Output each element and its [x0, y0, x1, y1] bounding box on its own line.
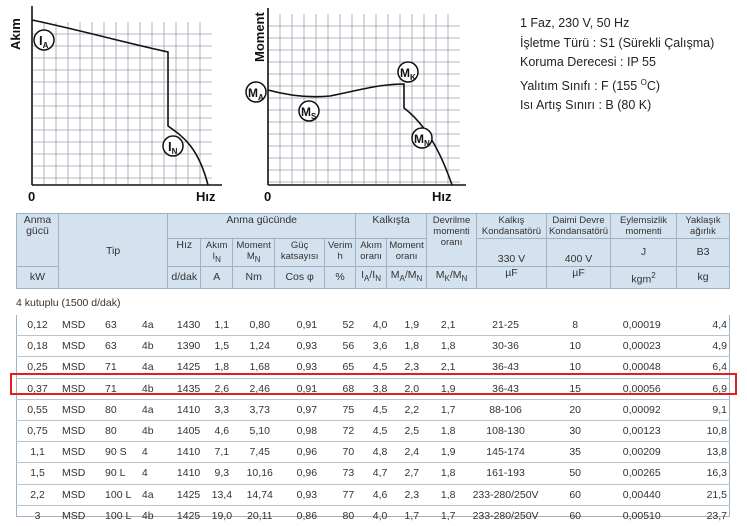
cell-kalkis: 233-280/250V: [472, 509, 539, 522]
cell-akim: 2,6: [205, 378, 238, 399]
cell-tip3: 4b: [139, 378, 172, 399]
badge-in: [163, 136, 183, 156]
cell-ma: 2,2: [396, 399, 428, 420]
cell-cos: 0,91: [281, 315, 332, 336]
cell-tip2: 71: [102, 357, 139, 378]
cell-verim: 68: [332, 378, 364, 399]
header-tip: Tip: [58, 214, 167, 289]
cell-verim: 65: [332, 357, 364, 378]
spec-protection: Koruma Derecesi : IP 55: [520, 55, 656, 69]
cell-kalkis: 145-174: [469, 442, 543, 463]
unit-ddak: d/dak: [168, 267, 201, 289]
cell-tip1: MSD: [59, 399, 102, 420]
table-row: [16, 420, 730, 441]
cell-hiz: 1390: [172, 336, 206, 357]
cell-mk: 1,8: [428, 484, 469, 505]
cell-akim: 1,1: [205, 315, 238, 336]
header-daimi-devre: Daimi Devre Kondansatörü: [546, 214, 610, 239]
cell-tip1: MSD: [59, 336, 102, 357]
header-guc-katsayisi: Güç katsayısı: [275, 239, 325, 267]
cell-tip1: MSD: [59, 357, 102, 378]
cell-daimi: 10: [542, 336, 608, 357]
cell-kw: 0,37: [16, 378, 59, 399]
unit-pct: %: [325, 267, 356, 289]
cell-daimi: 15: [542, 378, 608, 399]
cell-hiz: 1410: [172, 463, 206, 484]
header-moment-orani: Moment oranı: [387, 239, 427, 267]
cell-tip1: MSD: [59, 315, 102, 336]
cell-tip1: MSD: [59, 463, 102, 484]
spec-phase: 1 Faz, 230 V, 50 Hz: [520, 16, 630, 30]
cell-tip3: 4b: [139, 336, 172, 357]
spec-insulation: Yalıtım Sınıfı : F (155 $^O$C): [520, 77, 661, 93]
cell-verim: 70: [332, 442, 364, 463]
cell-daimi: 8: [542, 315, 608, 336]
cell-ia: 4,5: [364, 399, 396, 420]
cell-tip1: MSD: [62, 509, 86, 522]
moment-x-axis-label: Hız: [432, 189, 452, 204]
unit-a: A: [201, 267, 233, 289]
header-akim-orani: Akım oranı: [356, 239, 387, 267]
cell-tip3: 4b: [139, 420, 172, 441]
cell-j: 0,00123: [608, 420, 676, 441]
cell-ia: 4,6: [364, 484, 396, 505]
cell-daimi: 60: [569, 509, 582, 522]
cell-mk: 1,7: [428, 399, 469, 420]
cell-cos: 0,97: [281, 399, 332, 420]
cell-kw: 2,2: [16, 484, 59, 505]
cell-ia: 4,5: [364, 420, 396, 441]
header-kalkis-kondansatoru: Kalkış Kondansatörü: [476, 214, 546, 239]
unit-cos: Cos φ: [275, 267, 325, 289]
cell-ia: 4,5: [364, 357, 396, 378]
header-devrilme: Devrilme momenti oranı: [427, 214, 477, 267]
unit-nm: Nm: [233, 267, 275, 289]
cell-akim: 7,1: [205, 442, 238, 463]
badge-ia: [34, 30, 54, 50]
cell-ia: 3,8: [364, 378, 396, 399]
cell-verim: 56: [332, 336, 364, 357]
header-kalkista: Kalkışta: [356, 214, 427, 239]
svg-text:MA: $M_A$: [248, 86, 264, 102]
cell-verim: 75: [332, 399, 364, 420]
cell-j: 0,00056: [608, 378, 676, 399]
cell-daimi: 35: [542, 442, 608, 463]
svg-text:MS: $M_S$: [301, 105, 317, 121]
cell-cos: 0,96: [281, 463, 332, 484]
unit-mk-mn: $M_K/M_N$: [427, 267, 477, 289]
cell-kw: 0,55: [16, 399, 59, 420]
spec-temperature-rise: Isı Artış Sınırı : B (80 K): [520, 98, 652, 113]
table-row: [16, 463, 730, 484]
cell-kw: 1,5: [16, 463, 59, 484]
cell-daimi: 20: [542, 399, 608, 420]
cell-akim: 1,5: [205, 336, 238, 357]
unit-uf-kalkis: µF: [476, 267, 546, 289]
moment-chart-grid: [268, 14, 460, 185]
cell-j: 0,00209: [608, 442, 676, 463]
section-label: 4 kutuplu (1500 d/dak): [16, 297, 121, 309]
cell-j: 0,00440: [608, 484, 676, 505]
cell-akim: 13,4: [205, 484, 238, 505]
cell-cos: 0,96: [281, 442, 332, 463]
moment-y-axis-label: Moment: [252, 12, 267, 62]
spec-duty: İşletme Türü : S1 (Sürekli Çalışma): [520, 35, 715, 50]
cell-hiz: 1425: [176, 509, 201, 522]
cell-kw: 3: [34, 509, 41, 522]
cell-kw: 1,1: [16, 442, 59, 463]
current-x-axis-label: Hız: [196, 189, 216, 204]
cell-tip2: 90 L: [102, 463, 139, 484]
current-origin-label: 0: [28, 189, 36, 204]
cell-hiz: 1410: [172, 399, 206, 420]
header-akim: Akım $I_N$: [201, 239, 233, 267]
cell-kg: 4,9: [676, 336, 730, 357]
cell-kg: 13,8: [676, 442, 730, 463]
cell-tip2: 80: [102, 399, 139, 420]
cell-tip2: 100 L: [105, 509, 132, 522]
cell-tip2: 63: [102, 315, 139, 336]
cell-ma: 1,7: [404, 509, 420, 522]
cell-moment: 2,46: [238, 378, 281, 399]
cell-j: 0,00048: [608, 357, 676, 378]
cell-kw: 0,75: [16, 420, 59, 441]
cell-tip3: 4: [139, 463, 172, 484]
cell-tip2: 71: [102, 378, 139, 399]
cell-j: 0,00510: [622, 509, 661, 522]
cell-daimi: 50: [542, 463, 608, 484]
cell-ia: 4,0: [372, 509, 388, 522]
cell-ia: 4,8: [364, 442, 396, 463]
cell-mk: 1,8: [428, 420, 469, 441]
badge-mn: [412, 128, 432, 148]
unit-kg: kg: [676, 267, 729, 289]
cell-tip1: MSD: [59, 420, 102, 441]
cell-tip2: 100 L: [102, 484, 139, 505]
svg-text:IN: $I_N$: [168, 139, 178, 156]
cell-ma: 2,3: [396, 357, 428, 378]
unit-kgm2: kgm$^2$: [611, 267, 677, 289]
table-row: [16, 442, 730, 463]
table-header: [16, 213, 730, 289]
cell-akim: 9,3: [205, 463, 238, 484]
cell-ia: 3,6: [364, 336, 396, 357]
cell-daimi: 10: [542, 357, 608, 378]
moment-origin-label: 0: [264, 189, 272, 204]
unit-ma-mn: $M_A/M_N$: [387, 267, 427, 289]
cell-tip3: 4a: [139, 357, 172, 378]
cell-j: 0,00023: [608, 336, 676, 357]
cell-daimi: 30: [542, 420, 608, 441]
header-verim: Verim h: [325, 239, 356, 267]
cell-verim: 72: [332, 420, 364, 441]
header-j: J: [611, 239, 677, 267]
unit-uf-daimi: µF: [546, 267, 610, 289]
cell-kg: 16,3: [676, 463, 730, 484]
cell-kalkis: 36-43: [469, 378, 543, 399]
cell-hiz: 1410: [172, 442, 206, 463]
cell-kg: 4,4: [676, 315, 730, 336]
cell-tip2: 90 S: [102, 442, 139, 463]
header-yaklasik: Yaklaşık ağırlık: [676, 214, 729, 239]
cell-akim: 19,0: [211, 509, 233, 522]
cell-ma: 2,7: [396, 463, 428, 484]
cell-verim: 77: [332, 484, 364, 505]
cell-ma: 2,4: [396, 442, 428, 463]
cell-tip3: 4b: [141, 509, 154, 522]
current-chart-grid: [32, 22, 212, 185]
cell-moment: 5,10: [238, 420, 281, 441]
cell-mk: 1,8: [428, 463, 469, 484]
current-curve: [32, 20, 208, 185]
cell-tip3: 4a: [139, 399, 172, 420]
cell-cos: 0,93: [281, 336, 332, 357]
cell-j: 0,00265: [608, 463, 676, 484]
cell-hiz: 1425: [172, 484, 206, 505]
cell-kg: 10,8: [676, 420, 730, 441]
cell-j: 0,00019: [608, 315, 676, 336]
cell-tip2: 80: [102, 420, 139, 441]
cell-ma: 2,5: [396, 420, 428, 441]
cell-kg: 6,4: [676, 357, 730, 378]
current-y-axis-label: Akım: [8, 18, 23, 50]
cell-moment: 7,45: [238, 442, 281, 463]
cell-kalkis: 21-25: [469, 315, 543, 336]
cell-kalkis: 233-280/250V: [469, 484, 543, 505]
svg-text:MN: $M_N$: [414, 132, 430, 148]
cell-moment: 1,24: [238, 336, 281, 357]
cell-tip1: MSD: [59, 442, 102, 463]
cell-cos: 0,98: [281, 420, 332, 441]
motor-specifications: [520, 14, 714, 116]
cell-kg: 23,7: [706, 509, 727, 522]
cell-verim: 73: [332, 463, 364, 484]
cell-kw: 0,12: [16, 315, 59, 336]
cell-kalkis: 36-43: [469, 357, 543, 378]
cell-tip1: MSD: [59, 484, 102, 505]
cell-cos: 0,91: [281, 378, 332, 399]
cell-tip3: 4: [139, 442, 172, 463]
cell-kw: 0,18: [16, 336, 59, 357]
badge-mk: [398, 62, 418, 82]
cell-tip2: 63: [102, 336, 139, 357]
cell-mk: 2,1: [428, 315, 469, 336]
unit-ia-in: $I_A/I_N$: [356, 267, 387, 289]
cell-moment: 14,74: [238, 484, 281, 505]
cell-j: 0,00092: [608, 399, 676, 420]
cell-moment: 3,73: [238, 399, 281, 420]
cell-cos: 0,93: [281, 357, 332, 378]
unit-kw: kW: [17, 267, 59, 289]
cell-akim: 1,8: [205, 357, 238, 378]
header-moment: Moment $M_N$: [233, 239, 275, 267]
cell-cos: 0,86: [296, 509, 318, 522]
table-row: [16, 484, 730, 505]
header-330v: 330 V: [476, 239, 546, 267]
cell-ma: 1,8: [396, 336, 428, 357]
header-anma-gucunde: Anma gücünde: [168, 214, 356, 239]
cell-mk: 1,7: [440, 509, 456, 522]
cell-moment: 1,68: [238, 357, 281, 378]
cell-mk: 2,1: [428, 357, 469, 378]
cell-akim: 4,6: [205, 420, 238, 441]
badge-ms: [299, 101, 319, 121]
cell-mk: 1,8: [428, 336, 469, 357]
cell-kalkis: 108-130: [469, 420, 543, 441]
table-row: [16, 399, 730, 420]
cell-kw: 0,25: [16, 357, 59, 378]
data-table: [16, 315, 730, 526]
cell-kalkis: 30-36: [469, 336, 543, 357]
cell-hiz: 1425: [172, 357, 206, 378]
badge-ma: [246, 82, 266, 102]
cell-hiz: 1430: [172, 315, 206, 336]
highlight-box: [10, 373, 737, 395]
cell-verim: 80: [342, 509, 355, 522]
cell-moment: 10,16: [238, 463, 281, 484]
cell-hiz: 1405: [172, 420, 206, 441]
svg-text:MK: $M_K$: [400, 66, 416, 82]
cell-ma: 2,3: [396, 484, 428, 505]
cell-daimi: 60: [542, 484, 608, 505]
header-hiz: Hız: [168, 239, 201, 267]
cell-ma: 1,9: [396, 315, 428, 336]
cell-mk: 1,9: [428, 442, 469, 463]
table-row: [16, 505, 730, 526]
cell-cos: 0,93: [281, 484, 332, 505]
cell-ia: 4,0: [364, 315, 396, 336]
cell-tip3: 4a: [139, 484, 172, 505]
cell-verim: 52: [332, 315, 364, 336]
cell-kg: 21,5: [676, 484, 730, 505]
cell-mk: 1,9: [428, 378, 469, 399]
svg-text:IA: $I_A$: [39, 33, 49, 50]
header-anma-gucu: Anma gücü: [17, 214, 59, 267]
table-row: [16, 315, 730, 336]
cell-tip3: 4a: [139, 315, 172, 336]
header-eylemsizlik: Eylemsizlik momenti: [611, 214, 677, 239]
cell-kalkis: 88-106: [469, 399, 543, 420]
cell-moment: 20,11: [246, 509, 273, 522]
current-chart-axes: [32, 6, 222, 185]
cell-kalkis: 161-193: [469, 463, 543, 484]
table-row: [16, 336, 730, 357]
cell-kg: 6,9: [676, 378, 730, 399]
cell-akim: 3,3: [205, 399, 238, 420]
cell-moment: 0,80: [238, 315, 281, 336]
cell-hiz: 1435: [172, 378, 206, 399]
cell-ma: 2,0: [396, 378, 428, 399]
cell-kg: 9,1: [676, 399, 730, 420]
header-400v: 400 V: [546, 239, 610, 267]
cell-tip1: MSD: [59, 378, 102, 399]
cell-ia: 4,7: [364, 463, 396, 484]
header-b3: B3: [676, 239, 729, 267]
